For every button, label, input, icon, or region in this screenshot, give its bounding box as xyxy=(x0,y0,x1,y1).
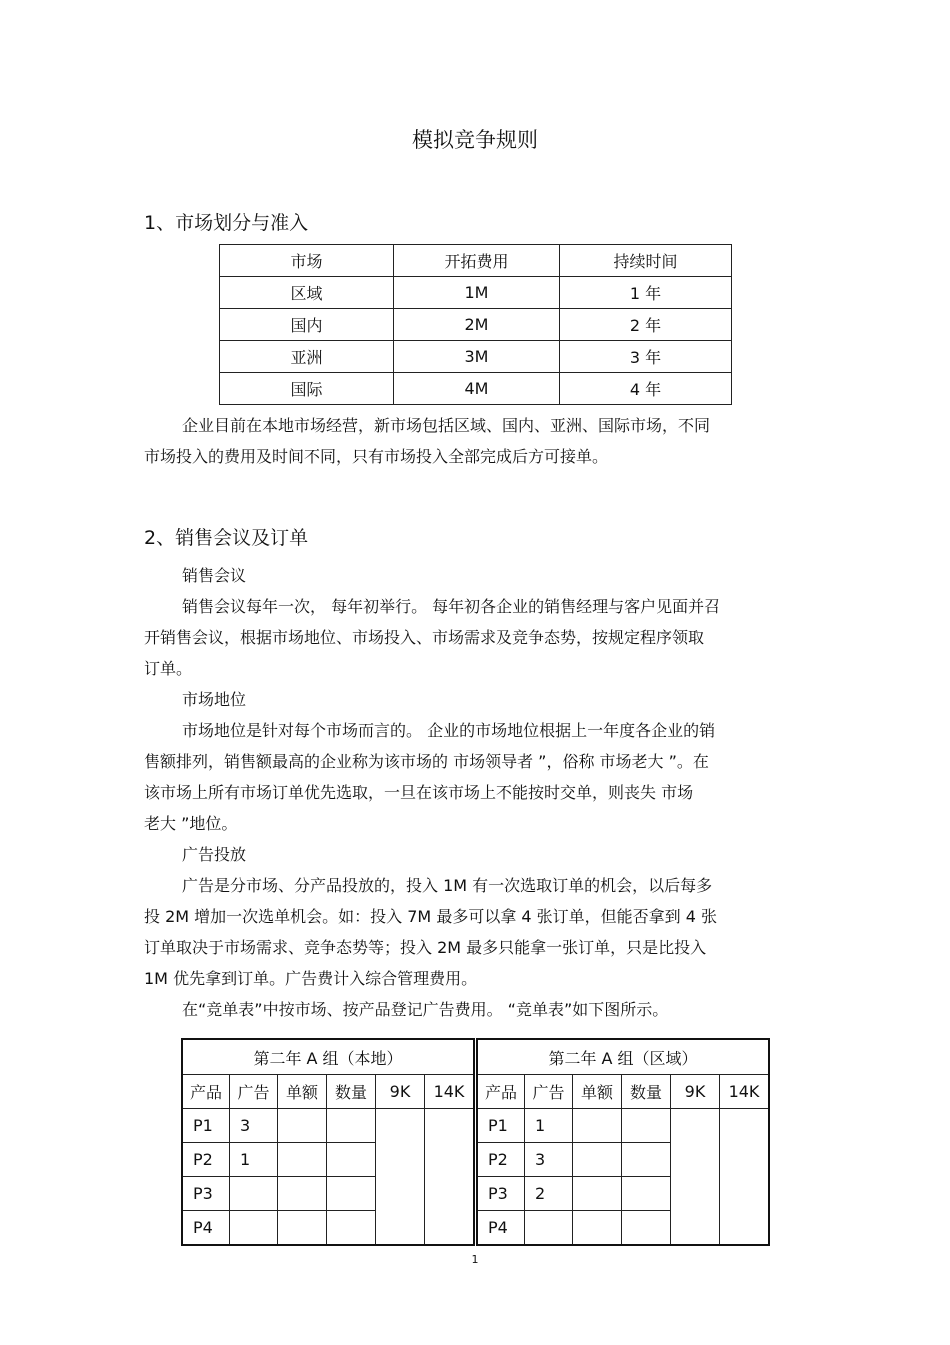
section2-heading: 2、销售会议及订单 xyxy=(144,527,309,549)
text-line: 市场投入的费用及时间不同，只有市场投入全部完成后方可接单。 xyxy=(144,447,609,466)
table-cell: 2M xyxy=(394,309,560,341)
ad-cell xyxy=(230,1177,278,1211)
quantity-cell xyxy=(327,1109,376,1143)
product-cell: P4 xyxy=(477,1211,525,1246)
table-cell: 国内 xyxy=(220,309,394,341)
header-cell: 产品 xyxy=(182,1075,230,1109)
quantity-cell xyxy=(622,1109,671,1143)
amount-cell xyxy=(573,1109,622,1143)
bid-table-title: 第二年 A 组（区域） xyxy=(477,1039,769,1075)
amount-cell xyxy=(278,1143,327,1177)
quantity-cell xyxy=(327,1211,376,1246)
text-line: 订单取决于市场需求、竞争态势等；投入 2M 最多只能拿一张订单，只是比投入 xyxy=(144,938,707,957)
header-cell: 单额 xyxy=(573,1075,622,1109)
table-cell: 3 年 xyxy=(560,341,732,373)
quantity-cell xyxy=(622,1177,671,1211)
amount-cell xyxy=(278,1211,327,1246)
header-cell: 数量 xyxy=(327,1075,376,1109)
order-14k-cell xyxy=(720,1109,770,1246)
table-row xyxy=(220,341,732,373)
table-row xyxy=(220,373,732,405)
meeting-subtitle: 销售会议 xyxy=(182,566,247,585)
product-cell: P1 xyxy=(477,1109,525,1143)
table-cell: 4M xyxy=(394,373,560,405)
text-line: 1M 优先拿到订单。广告费计入综合管理费用。 xyxy=(144,969,478,988)
amount-cell xyxy=(278,1177,327,1211)
ad-cell: 1 xyxy=(230,1143,278,1177)
section1-paragraph xyxy=(144,410,710,472)
table-row xyxy=(220,277,732,309)
header-cell: 市场 xyxy=(220,245,394,277)
page-number: 1 xyxy=(471,1253,479,1266)
amount-cell xyxy=(573,1143,622,1177)
table-cell: 1 年 xyxy=(560,277,732,309)
text-line: 广告是分市场、分产品投放的，投入 1M 有一次选取订单的机会，以后每多 xyxy=(182,876,713,895)
text-line: 开销售会议，根据市场地位、市场投入、市场需求及竞争态势，按规定程序领取 xyxy=(144,628,705,647)
table-cell: 国际 xyxy=(220,373,394,405)
bid-table-local xyxy=(181,1038,475,1246)
quantity-cell xyxy=(622,1211,671,1246)
product-cell: P4 xyxy=(182,1211,230,1246)
text-line: 投 2M 增加一次选单机会。如：投入 7M 最多可以拿 4 张订单，但能否拿到 4 张 xyxy=(144,907,718,926)
header-cell: 9K xyxy=(376,1075,425,1109)
bid-title-row xyxy=(182,1039,474,1075)
bid-intro: 在“竞单表”中按市场、按产品登记广告费用。 “竞单表”如下图所示。 xyxy=(182,1000,669,1019)
amount-cell xyxy=(573,1211,622,1246)
text-line: 市场地位是针对每个市场而言的。 企业的市场地位根据上一年度各企业的销 xyxy=(182,721,716,740)
text-line: 销售会议每年一次， 每年初举行。 每年初各企业的销售经理与客户见面并召 xyxy=(182,597,721,616)
header-cell: 14K xyxy=(720,1075,770,1109)
product-cell: P2 xyxy=(182,1143,230,1177)
bid-header-row xyxy=(477,1075,769,1109)
header-cell: 14K xyxy=(425,1075,475,1109)
position-subtitle: 市场地位 xyxy=(182,690,247,709)
table-row xyxy=(477,1109,769,1143)
text-line: 订单。 xyxy=(144,659,193,678)
market-table xyxy=(219,244,732,405)
header-cell: 开拓费用 xyxy=(394,245,560,277)
table-cell: 4 年 xyxy=(560,373,732,405)
quantity-cell xyxy=(327,1143,376,1177)
table-cell: 区域 xyxy=(220,277,394,309)
table-cell: 1M xyxy=(394,277,560,309)
header-cell: 单额 xyxy=(278,1075,327,1109)
header-cell: 产品 xyxy=(477,1075,525,1109)
product-cell: P3 xyxy=(182,1177,230,1211)
header-cell: 9K xyxy=(671,1075,720,1109)
ad-cell: 1 xyxy=(525,1109,573,1143)
amount-cell xyxy=(573,1177,622,1211)
quantity-cell xyxy=(622,1143,671,1177)
ad-cell: 2 xyxy=(525,1177,573,1211)
order-9k-cell xyxy=(671,1109,720,1246)
table-header-row xyxy=(220,245,732,277)
bid-table-title: 第二年 A 组（本地） xyxy=(182,1039,474,1075)
product-cell: P1 xyxy=(182,1109,230,1143)
table-row xyxy=(182,1109,474,1143)
ad-subtitle: 广告投放 xyxy=(182,845,247,864)
order-14k-cell xyxy=(425,1109,475,1246)
table-row xyxy=(220,309,732,341)
order-9k-cell xyxy=(376,1109,425,1246)
ad-cell xyxy=(525,1211,573,1246)
text-line: 老大 ”地位。 xyxy=(144,814,238,833)
quantity-cell xyxy=(327,1177,376,1211)
table-cell: 亚洲 xyxy=(220,341,394,373)
ad-cell: 3 xyxy=(230,1109,278,1143)
product-cell: P3 xyxy=(477,1177,525,1211)
product-cell: P2 xyxy=(477,1143,525,1177)
page-title: 模拟竞争规则 xyxy=(412,128,538,152)
header-cell: 持续时间 xyxy=(560,245,732,277)
table-cell: 2 年 xyxy=(560,309,732,341)
text-line: 售额排列，销售额最高的企业称为该市场的 市场领导者 ”，俗称 市场老大 ”。在 xyxy=(144,752,709,771)
header-cell: 广告 xyxy=(525,1075,573,1109)
bid-table-region xyxy=(476,1038,770,1246)
header-cell: 数量 xyxy=(622,1075,671,1109)
table-cell: 3M xyxy=(394,341,560,373)
section2-body xyxy=(144,560,720,1025)
bid-header-row xyxy=(182,1075,474,1109)
ad-cell xyxy=(230,1211,278,1246)
amount-cell xyxy=(278,1109,327,1143)
section1-heading: 1、市场划分与准入 xyxy=(144,212,309,234)
ad-cell: 3 xyxy=(525,1143,573,1177)
header-cell: 广告 xyxy=(230,1075,278,1109)
text-line: 该市场上所有市场订单优先选取，一旦在该市场上不能按时交单，则丧失 市场 xyxy=(144,783,694,802)
bid-title-row xyxy=(477,1039,769,1075)
text-line: 企业目前在本地市场经营，新市场包括区域、国内、亚洲、国际市场，不同 xyxy=(182,416,711,435)
